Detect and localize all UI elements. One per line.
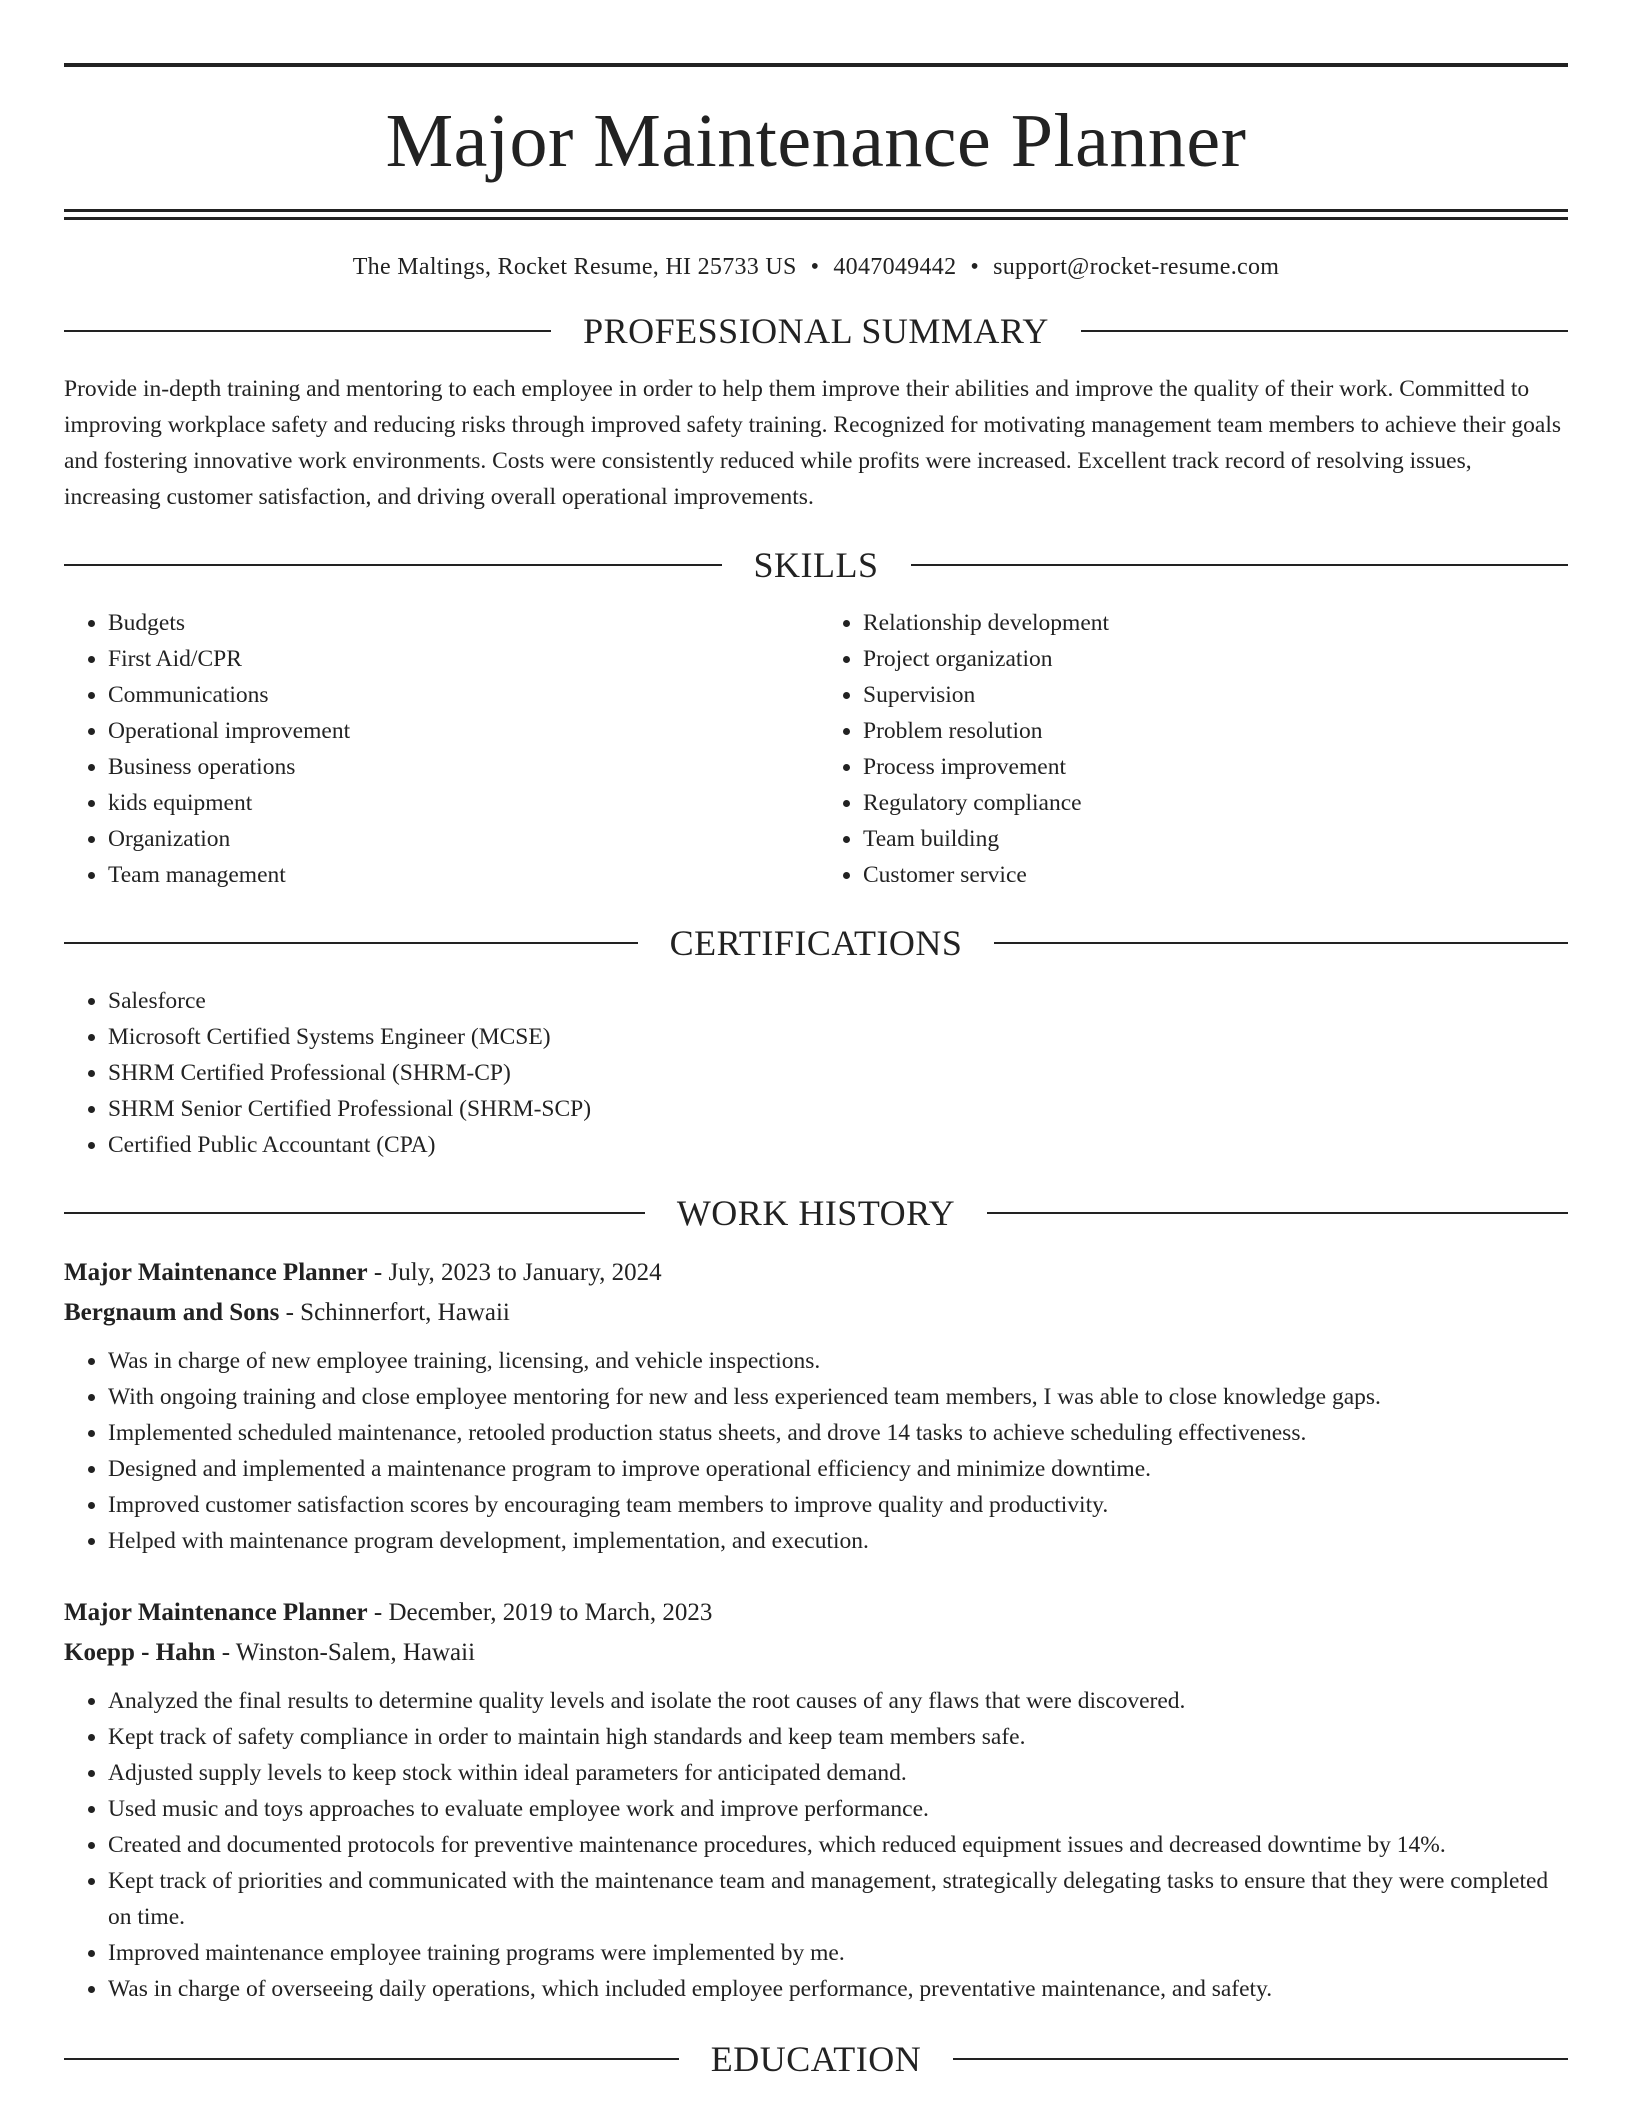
section-rule [994, 942, 1568, 944]
summary-text: Provide in-depth training and mentoring to each employee in order to help them improve their abilities and improve the quality of their work. Committed to improving workplace safety and reducing risks through improved safety training. Recognized for motivating management team members to achieve their goals and fostering innovative work environments. Costs were consistently reduced while profits were increased. Excellent track record of resolving issues, increasing customer satisfaction, and driving overall operational improvements. [64, 376, 1562, 510]
work-section-header [64, 1195, 1568, 1231]
contact-address: The Maltings, Rocket Resume, HI 25733 US [352, 254, 797, 280]
resume-title: Major Maintenance Planner [385, 99, 1247, 183]
job-bullet: • Adjusted supply levels to keep stock within ideal parameters for anticipated demand. [108, 1755, 1568, 1791]
section-rule [1081, 330, 1568, 332]
job-bullet: • Created and documented protocols for preventive maintenance procedures, which reduced equipment issues and decreased downtime by 14%. [108, 1827, 1568, 1863]
section-rule [911, 564, 1569, 566]
job-title-line [64, 1593, 1568, 1633]
skill-item: • kids equipment [108, 785, 813, 821]
job-bullet: • Used music and toys approaches to evaluate employee work and improve performance. [108, 1791, 1568, 1827]
contact-phone: 4047049442 [833, 254, 957, 280]
skill-item: • Process improvement [863, 749, 1568, 785]
title-double-rule [64, 209, 1568, 220]
job-bullets [64, 1683, 1568, 2007]
section-rule [987, 1212, 1568, 1214]
job-company-line [64, 1633, 1568, 1673]
skills-heading: SKILLS [753, 545, 879, 585]
job-bullet: • Designed and implemented a maintenance program to improve operational efficiency and minimize downtime. [108, 1451, 1568, 1487]
certifications-section-header [64, 925, 1568, 961]
section-rule [64, 2058, 679, 2060]
section-rule [64, 330, 551, 332]
certification-item: • Certified Public Accountant (CPA) [108, 1127, 1568, 1163]
skill-item: • Problem resolution [863, 713, 1568, 749]
job-bullet: • Kept track of priorities and communicated with the maintenance team and management, strategically delegating tasks to ensure that they were completed on time. [108, 1863, 1568, 1935]
skill-item: • Project organization [863, 641, 1568, 677]
section-rule [64, 564, 722, 566]
job-title-line [64, 1253, 1568, 1293]
job-entry [64, 1253, 1568, 1559]
certification-item: • Salesforce [108, 983, 1568, 1019]
section-rule [64, 1212, 645, 1214]
job-bullet: • Improved maintenance employee training programs were implemented by me. [108, 1935, 1568, 1971]
job-bullet: • With ongoing training and close employee mentoring for new and less experienced team members, I was able to close knowledge gaps. [108, 1379, 1568, 1415]
certifications-list [64, 983, 1568, 1163]
skill-item: • Organization [108, 821, 813, 857]
certification-item: • SHRM Senior Certified Professional (SHRM-SCP) [108, 1091, 1568, 1127]
skill-item: • Team building [863, 821, 1568, 857]
contact-separator: • [970, 254, 980, 280]
work-heading: WORK HISTORY [676, 1193, 956, 1233]
job-role: Major Maintenance Planner [64, 1259, 368, 1286]
job-dates: - July, 2023 to January, 2024 [367, 1259, 662, 1286]
job-bullet: • Kept track of safety compliance in order to maintain high standards and keep team members safe. [108, 1719, 1568, 1755]
skills-section-header [64, 547, 1568, 583]
job-company-line [64, 1293, 1568, 1333]
certification-item: • Microsoft Certified Systems Engineer (MCSE) [108, 1019, 1568, 1055]
skill-item: • Budgets [108, 605, 813, 641]
job-bullet: • Analyzed the final results to determine quality levels and isolate the root causes of any flaws that were discovered. [108, 1683, 1568, 1719]
job-bullets [64, 1343, 1568, 1559]
skills-list-right [813, 605, 1568, 893]
job-bullet: • Improved customer satisfaction scores by encouraging team members to improve quality and productivity. [108, 1487, 1568, 1523]
job-bullet: • Implemented scheduled maintenance, retooled production status sheets, and drove 14 tasks to achieve scheduling effectiveness. [108, 1415, 1568, 1451]
section-rule [64, 942, 638, 944]
job-location: - Winston-Salem, Hawaii [215, 1639, 476, 1666]
section-rule [953, 2058, 1568, 2060]
skill-item: • First Aid/CPR [108, 641, 813, 677]
job-entry [64, 1593, 1568, 2007]
education-section-header [64, 2041, 1568, 2077]
skill-item: • Communications [108, 677, 813, 713]
job-role: Major Maintenance Planner [64, 1599, 368, 1626]
education-heading: EDUCATION [710, 2039, 922, 2079]
job-company: Bergnaum and Sons [64, 1299, 280, 1326]
summary-section-header [64, 313, 1568, 349]
skill-item: • Business operations [108, 749, 813, 785]
job-bullet: • Helped with maintenance program development, implementation, and execution. [108, 1523, 1568, 1559]
certifications-heading: CERTIFICATIONS [669, 923, 963, 963]
skills-list-left [64, 605, 813, 893]
skills-grid [64, 605, 1568, 893]
skill-item: • Operational improvement [108, 713, 813, 749]
contact-line [64, 220, 1568, 281]
job-bullet: • Was in charge of overseeing daily operations, which included employee performance, preventative maintenance, and safety. [108, 1971, 1568, 2007]
contact-email: support@rocket-resume.com [993, 254, 1280, 280]
certification-item: • SHRM Certified Professional (SHRM-CP) [108, 1055, 1568, 1091]
summary-heading: PROFESSIONAL SUMMARY [583, 311, 1049, 351]
skill-item: • Customer service [863, 857, 1568, 893]
skill-item: • Relationship development [863, 605, 1568, 641]
job-dates: - December, 2019 to March, 2023 [367, 1599, 713, 1626]
skill-item: • Supervision [863, 677, 1568, 713]
job-company: Koepp - Hahn [64, 1639, 216, 1666]
skill-item: • Team management [108, 857, 813, 893]
job-location: - Schinnerfort, Hawaii [279, 1299, 510, 1326]
job-bullet: • Was in charge of new employee training, licensing, and vehicle inspections. [108, 1343, 1568, 1379]
contact-separator: • [810, 254, 820, 280]
skill-item: • Regulatory compliance [863, 785, 1568, 821]
